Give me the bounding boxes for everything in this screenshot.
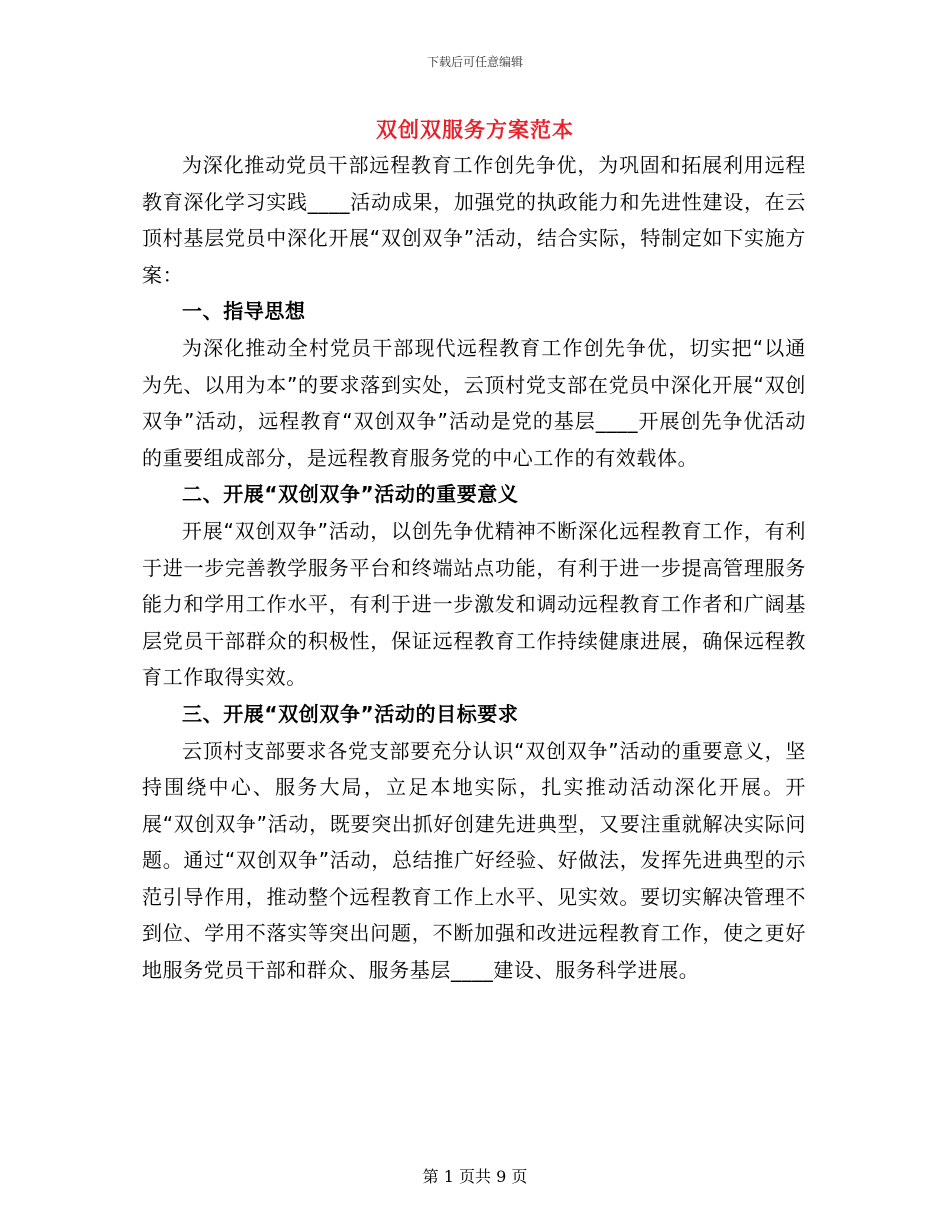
goals-paragraph: 云顶村支部要求各党支部要充分认识“双创双争”活动的重要意义，坚持围绕中心、服务大局，立足本地实际，扎实推动活动深化开展。开展“双创双争”活动，既要突出抓好创建先进典型，又要注重就解决实际问题。通过“双创双争”活动，总结推广好经验、好做法，发挥先进典型的示范引导作用，推动整个远程教育工作上水平、见实效。要切实解决管理不到位、学用不落实等突出问题，不断加强和改进远程教育工作，使之更好地服务党员干部和群众、服务基层____建设、服务科学进展。 [142, 738, 806, 983]
guiding-ideology-paragraph: 为深化推动全村党员干部现代远程教育工作创先争优，切实把“以通为先、以用为本”的要求落到实处，云顶村党支部在党员中深化开展“双创双争”活动，远程教育“双创双争”活动是党的基层____开展创先争优活动的重要组成部分，是远程教育服务党的中心工作的有效载体。 [142, 335, 806, 470]
section-heading-significance: 二、开展“双创双争”活动的重要意义 [182, 482, 519, 507]
intro-paragraph: 为深化推动党员干部远程教育工作创先争优，为巩固和拓展利用远程教育深化学习实践____活动成果，加强党的执政能力和先进性建设，在云顶村基层党员中深化开展“双创双争”活动，结合实际，特制定如下实施方案： [142, 153, 806, 287]
document-body [142, 147, 806, 989]
significance-paragraph: 开展“双创双争”活动，以创先争优精神不断深化远程教育工作，有利于进一步完善教学服务平台和终端站点功能，有利于进一步提高管理服务能力和学用工作水平，有利于进一步激发和调动远程教育工作者和广阔基层党员干部群众的积极性，保证远程教育工作持续健康进展，确保远程教育工作取得实效。 [142, 518, 806, 690]
section-heading-goals: 三、开展“双创双争”活动的目标要求 [182, 701, 519, 726]
document-title: 双创双服务方案范本 [376, 118, 574, 142]
section-heading-guiding-ideology: 一、指导思想 [182, 299, 306, 324]
page-footer: 第 1 页共 9 页 [422, 1167, 528, 1186]
page-header: 下载后可任意编辑 [426, 55, 523, 69]
